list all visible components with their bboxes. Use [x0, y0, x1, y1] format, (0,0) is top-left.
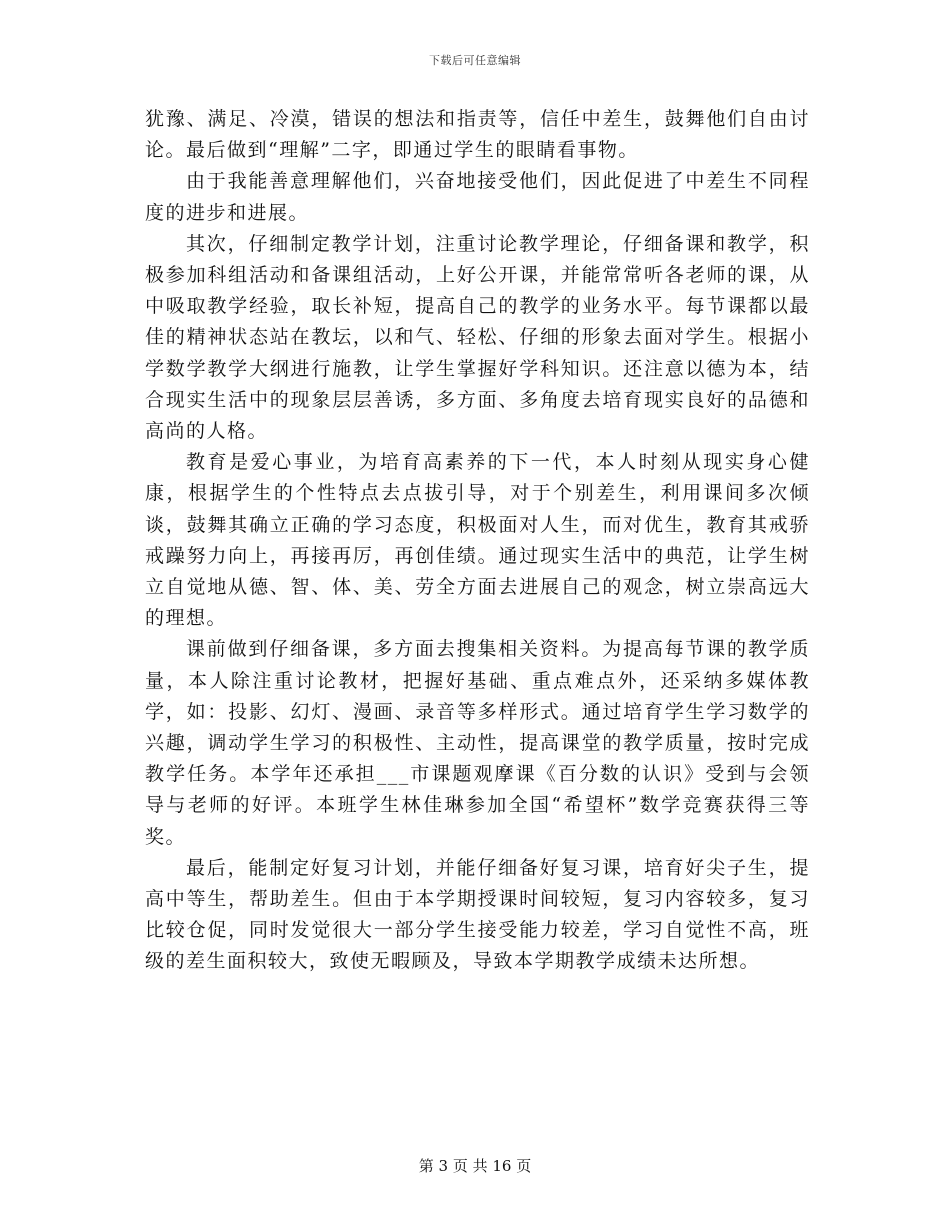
paragraph: 其次，仔细制定教学计划，注重讨论教学理论，仔细备课和教学，积极参加科组活动和备课组活动，上好公开课，并能常常听各老师的课，从中吸取教学经验，取长补短，提高自己的教学的业务水平。每节课都以最佳的精神状态站在教坛，以和气、轻松、仔细的形象去面对学生。根据小学数学教学大纲进行施教，让学生掌握好学科知识。还注意以德为本，结合现实生活中的现象层层善诱，多方面、多角度去培育现实良好的品德和高尚的人格。	[145, 232, 810, 443]
paragraph: 犹豫、满足、冷漠，错误的想法和指责等，信任中差生，鼓舞他们自由讨论。最后做到“理解”二字，即通过学生的眼睛看事物。	[145, 108, 810, 162]
paragraph: 由于我能善意理解他们，兴奋地接受他们，因此促进了中差生不同程度的进步和进展。	[145, 170, 810, 224]
page-header: 下载后可任意编辑	[429, 54, 521, 67]
document-body	[145, 104, 810, 978]
paragraph: 最后，能制定好复习计划，并能仔细备好复习课，培育好尖子生，提高中等生，帮助差生。但由于本学期授课时间较短，复习内容较多，复习比较仓促，同时发觉很大一部分学生接受能力较差，学习自觉性不高，班级的差生面积较大，致使无暇顾及，导致本学期教学成绩未达所想。	[145, 856, 810, 973]
page-number: 第 3 页 共 16 页	[418, 1157, 532, 1175]
paragraph: 课前做到仔细备课，多方面去搜集相关资料。为提高每节课的教学质量，本人除注重讨论教材，把握好基础、重点难点外，还采纳多媒体教学，如：投影、幻灯、漫画、录音等多样形式。通过培育学生学习数学的兴趣，调动学生学习的积极性、主动性，提高课堂的教学质量，按时完成教学任务。本学年还承担___市课题观摩课《百分数的认识》受到与会领导与老师的好评。本班学生林佳琳参加全国“希望杯”数学竞赛获得三等奖。	[145, 638, 810, 848]
paragraph: 教育是爱心事业，为培育高素养的下一代，本人时刻从现实身心健康，根据学生的个性特点去点拔引导，对于个别差生，利用课间多次倾谈，鼓舞其确立正确的学习态度，积极面对人生，而对优生，教育其戒骄戒躁努力向上，再接再厉，再创佳绩。通过现实生活中的典范，让学生树立自觉地从德、智、体、美、劳全方面去进展自己的观念，树立崇高远大的理想。	[145, 451, 810, 630]
